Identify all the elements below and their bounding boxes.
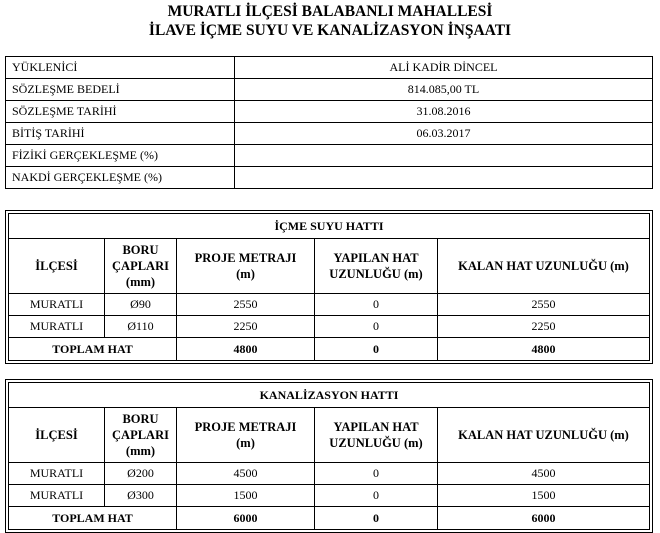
info-value — [235, 145, 653, 167]
cell-yapilan: 0 — [315, 316, 438, 338]
total-yapilan: 0 — [315, 338, 438, 361]
total-label: TOPLAM HAT — [9, 507, 177, 530]
info-row — [6, 79, 653, 101]
header-boru: BORU ÇAPLARI (mm) — [105, 408, 177, 463]
info-label: NAKDİ GERÇEKLEŞME (%) — [6, 167, 235, 189]
cell-proje: 2250 — [177, 316, 315, 338]
info-label: FİZİKİ GERÇEKLEŞME (%) — [6, 145, 235, 167]
info-label: SÖZLEŞME TARİHİ — [6, 101, 235, 123]
header-proje: PROJE METRAJI (m) — [177, 408, 315, 463]
total-row — [9, 338, 650, 361]
info-row — [6, 123, 653, 145]
table-row — [9, 316, 650, 338]
title-line-2: İLAVE İÇME SUYU VE KANALİZASYON İNŞAATI — [148, 22, 512, 39]
total-row — [9, 507, 650, 530]
cell-cap: Ø90 — [105, 294, 177, 316]
header-ilce: İLÇESİ — [9, 408, 105, 463]
total-proje: 6000 — [177, 507, 315, 530]
table-row — [9, 294, 650, 316]
info-label: YÜKLENİCİ — [6, 57, 235, 79]
total-kalan: 4800 — [438, 338, 650, 361]
section-title: İÇME SUYU HATTI — [9, 214, 650, 239]
header-kalan: KALAN HAT UZUNLUĞU (m) — [438, 408, 650, 463]
cell-kalan: 2250 — [438, 316, 650, 338]
info-value: 31.08.2016 — [235, 101, 653, 123]
header-proje: PROJE METRAJI (m) — [177, 239, 315, 294]
info-row — [6, 145, 653, 167]
contract-info-table — [5, 56, 653, 189]
info-row — [6, 167, 653, 189]
cell-cap: Ø110 — [105, 316, 177, 338]
cell-kalan: 2550 — [438, 294, 650, 316]
table-row — [9, 485, 650, 507]
info-value: 06.03.2017 — [235, 123, 653, 145]
header-yapilan: YAPILAN HAT UZUNLUĞU (m) — [315, 239, 438, 294]
cell-yapilan: 0 — [315, 294, 438, 316]
cell-ilce: MURATLI — [9, 463, 105, 485]
cell-ilce: MURATLI — [9, 316, 105, 338]
info-value: 814.085,00 TL — [235, 79, 653, 101]
kanalizasyon-section — [5, 379, 653, 533]
title-line-1: MURATLI İLÇESİ BALABANLI MAHALLESİ — [167, 3, 493, 20]
cell-cap: Ø300 — [105, 485, 177, 507]
info-value: ALİ KADİR DİNCEL — [235, 57, 653, 79]
document-title — [0, 2, 660, 40]
total-proje: 4800 — [177, 338, 315, 361]
cell-kalan: 4500 — [438, 463, 650, 485]
total-kalan: 6000 — [438, 507, 650, 530]
cell-yapilan: 0 — [315, 463, 438, 485]
pipe-table — [8, 382, 650, 530]
table-row — [9, 463, 650, 485]
cell-ilce: MURATLI — [9, 294, 105, 316]
cell-yapilan: 0 — [315, 485, 438, 507]
cell-proje: 2550 — [177, 294, 315, 316]
cell-cap: Ø200 — [105, 463, 177, 485]
total-yapilan: 0 — [315, 507, 438, 530]
cell-ilce: MURATLI — [9, 485, 105, 507]
header-yapilan: YAPILAN HAT UZUNLUĞU (m) — [315, 408, 438, 463]
section-title: KANALİZASYON HATTI — [9, 383, 650, 408]
header-kalan: KALAN HAT UZUNLUĞU (m) — [438, 239, 650, 294]
cell-kalan: 1500 — [438, 485, 650, 507]
info-label: SÖZLEŞME BEDELİ — [6, 79, 235, 101]
total-label: TOPLAM HAT — [9, 338, 177, 361]
cell-proje: 4500 — [177, 463, 315, 485]
header-ilce: İLÇESİ — [9, 239, 105, 294]
pipe-table — [8, 213, 650, 361]
cell-proje: 1500 — [177, 485, 315, 507]
info-value — [235, 167, 653, 189]
icme-suyu-section — [5, 210, 653, 364]
info-row — [6, 101, 653, 123]
header-boru: BORU ÇAPLARI (mm) — [105, 239, 177, 294]
info-label: BİTİŞ TARİHİ — [6, 123, 235, 145]
info-row — [6, 57, 653, 79]
